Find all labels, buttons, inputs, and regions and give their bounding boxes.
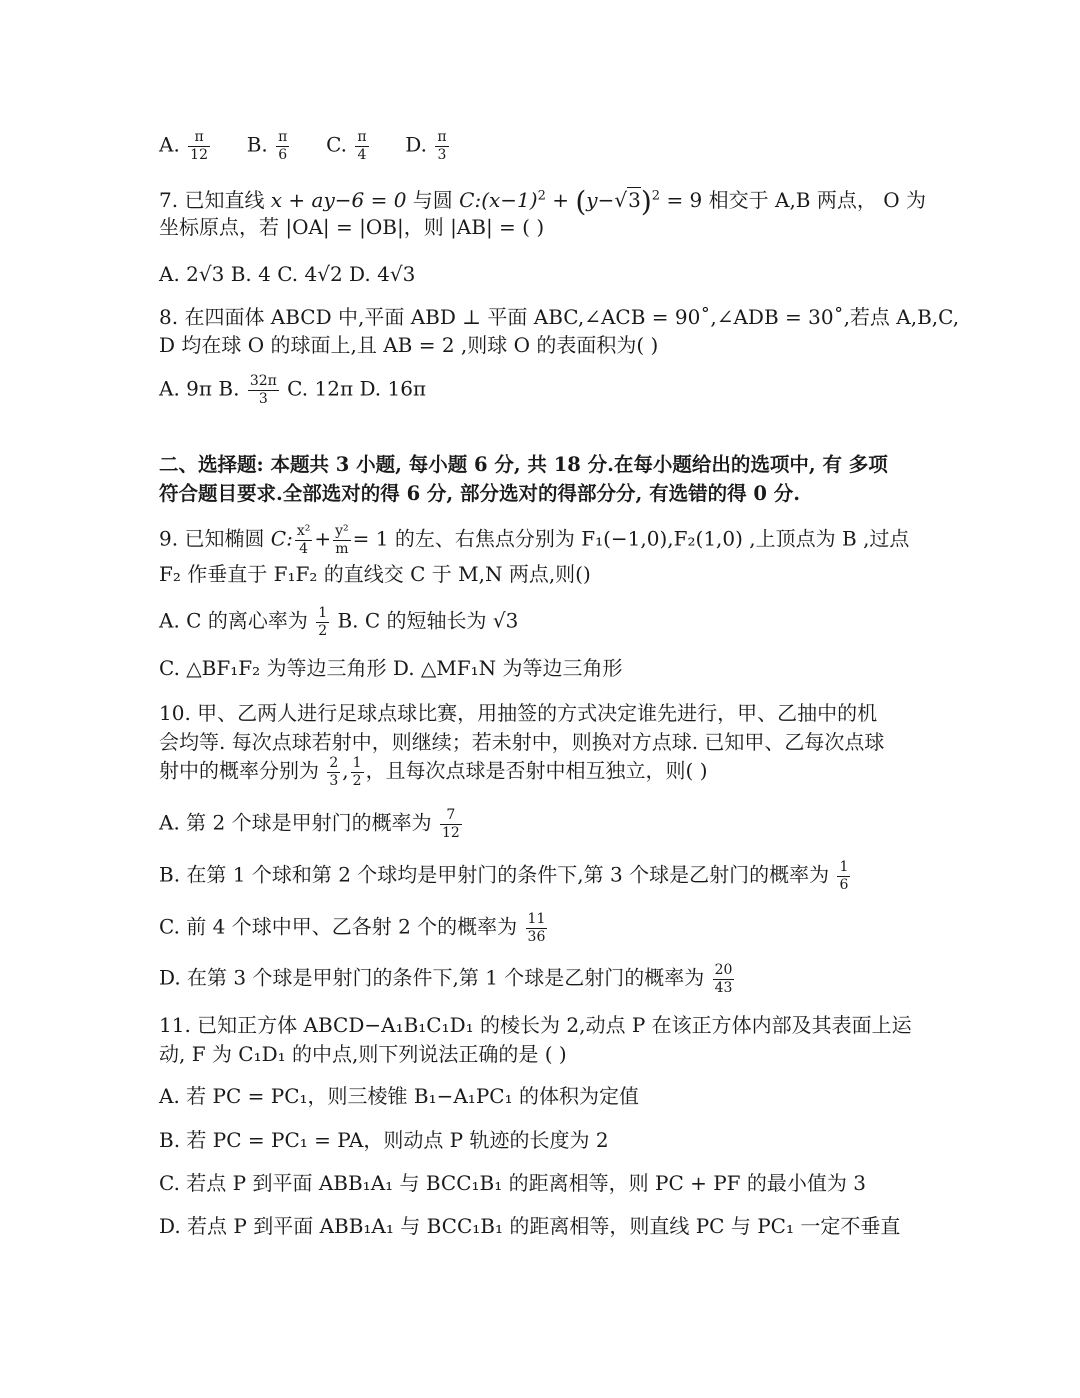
q10-line-1: 10. 甲、乙两人进行足球点球比赛，用抽签的方式决定谁先进行，甲、乙抽中的机 xyxy=(159,701,878,725)
q6-option-d-label: D. xyxy=(405,132,434,157)
numerator: 1 xyxy=(839,859,849,875)
q10-prob-yi xyxy=(351,756,364,788)
q6-option-b-label: B. xyxy=(246,132,275,157)
denominator: 3 xyxy=(437,146,447,163)
numerator: x² xyxy=(296,523,311,539)
q9-x-fraction xyxy=(295,524,313,556)
numerator: 7 xyxy=(440,808,462,825)
q6-option-c-fraction xyxy=(355,130,368,162)
q10-option-d xyxy=(159,963,736,995)
denominator: 4 xyxy=(357,146,367,163)
q9-stem-end: = 1 的左、右焦点分别为 F₁(−1,0),F₂(1,0) ,上顶点为 B ,过点 xyxy=(352,526,910,551)
numerator: π xyxy=(188,130,210,147)
q7-options: A. 2√3 B. 4 C. 4√2 D. 4√3 xyxy=(159,262,416,286)
q6-option-d-fraction xyxy=(435,130,448,162)
numerator: 2 xyxy=(329,755,339,771)
comma: , xyxy=(342,758,349,783)
q8-options xyxy=(159,374,426,406)
denominator: 2 xyxy=(352,772,362,789)
q7-circle-y: y xyxy=(586,188,598,212)
left-paren: ( xyxy=(575,185,587,218)
denominator: 4 xyxy=(299,540,309,557)
q10-option-d-fraction xyxy=(713,963,735,995)
q10-option-b-fraction xyxy=(837,860,850,892)
q6-option-a-label: A. xyxy=(159,132,187,157)
q8-option-b-fraction xyxy=(248,374,279,406)
q10-stem-end: ，且每次点球是否射中相互独立，则( ) xyxy=(365,758,708,783)
numerator: π xyxy=(278,129,288,145)
q10-option-b-text: B. 在第 1 个球和第 2 个球均是甲射门的条件下,第 3 个球是乙射门的概率为 xyxy=(159,862,836,887)
q8-line-1: 8. 在四面体 ABCD 中,平面 ABD ⊥ 平面 ABC,∠ACB = 90˚,∠ADB = 30˚,若点 A,B,C, xyxy=(159,305,960,329)
q6-option-b-fraction xyxy=(276,130,289,162)
q7-stem-start: 7. 已知直线 xyxy=(159,188,271,212)
q11-option-c: C. 若点 P 到平面 ABB₁A₁ 与 BCC₁B₁ 的距离相等，则 PC + PF 的最小值为 3 xyxy=(159,1171,866,1195)
plus-sign: + xyxy=(314,526,332,551)
section-2-heading-line-1: 二、选择题: 本题共 3 小题, 每小题 6 分, 共 18 分.在每小题给出的选项中, 有 多项 xyxy=(159,453,888,476)
numerator: y² xyxy=(335,523,349,539)
q11-line-1: 11. 已知正方体 ABCD−A₁B₁C₁D₁ 的棱长为 2,动点 P 在该正方体内部及其表面上运 xyxy=(159,1013,912,1037)
q10-option-a-fraction xyxy=(440,808,462,840)
q7-stem-mid: 与圆 xyxy=(406,188,460,212)
q9-option-b: B. C 的短轴长为 √3 xyxy=(331,608,519,633)
sqrt-3: 3 xyxy=(628,188,641,212)
q9-ellipse-name: C: xyxy=(270,526,293,551)
q8-option-b-label: B. xyxy=(218,376,246,401)
q9-stem-start: 9. 已知椭圆 xyxy=(159,526,271,551)
right-paren: ) xyxy=(640,185,652,218)
q10-option-c-fraction xyxy=(526,912,548,944)
section-2-heading-line-2: 符合题目要求.全部选对的得 6 分, 部分选对的得部分分, 有选错的得 0 分. xyxy=(159,482,801,505)
q7-line-equation: x + ay−6 = 0 xyxy=(270,188,407,212)
numerator: 1 xyxy=(318,605,328,621)
numerator: π xyxy=(357,129,367,145)
q7-circle-plus: + xyxy=(545,188,576,212)
numerator: 32π xyxy=(249,373,277,389)
q10-line-3 xyxy=(159,756,708,788)
q8-option-a: A. 9π xyxy=(159,376,219,401)
q7-line-2: 坐标原点，若 |OA| = |OB|，则 |AB| = ( ) xyxy=(159,215,545,239)
q10-stem-start: 射中的概率分别为 xyxy=(159,758,326,783)
q11-line-2: 动, F 为 C₁D₁ 的中点,则下列说法正确的是 ( ) xyxy=(159,1042,567,1066)
q9-option-a: A. C 的离心率为 xyxy=(159,608,315,633)
denominator: 12 xyxy=(441,824,460,841)
q9-options-c-d: C. △BF₁F₂ 为等边三角形 D. △MF₁N 为等边三角形 xyxy=(159,656,623,680)
numerator: 1 xyxy=(352,755,362,771)
q9-options-a-b xyxy=(159,606,518,638)
denominator: 3 xyxy=(329,772,339,789)
denominator: m xyxy=(335,540,349,557)
square-exponent: 2 xyxy=(537,188,546,204)
q10-option-c-text: C. 前 4 个球中甲、乙各射 2 个的概率为 xyxy=(159,914,524,939)
q6-option-c-label: C. xyxy=(326,132,354,157)
denominator: 3 xyxy=(258,390,268,407)
square-exponent: 2 xyxy=(651,188,661,204)
q9-line-2: F₂ 作垂直于 F₁F₂ 的直线交 C 于 M,N 两点,则() xyxy=(159,562,591,586)
q9-line-1 xyxy=(159,524,909,556)
q9-option-a-fraction xyxy=(316,606,329,638)
q6-options xyxy=(159,130,451,162)
q10-option-c xyxy=(159,912,549,944)
q10-option-b xyxy=(159,860,852,892)
q11-option-a: A. 若 PC = PC₁，则三棱锥 B₁−A₁PC₁ 的体积为定值 xyxy=(159,1084,639,1108)
q10-line-2: 会均等. 每次点球若射中，则继续；若未射中，则换对方点球. 已知甲、乙每次点球 xyxy=(159,730,885,754)
q10-option-a-text: A. 第 2 个球是甲射门的概率为 xyxy=(159,810,438,835)
q7-stem-end: 相交于 A,B 两点， O 为 xyxy=(702,188,926,212)
q10-option-d-text: D. 在第 3 个球是甲射门的条件下,第 1 个球是乙射门的概率为 xyxy=(159,965,711,990)
numerator: 11 xyxy=(527,911,546,927)
denominator: 6 xyxy=(839,876,849,893)
q6-option-a-fraction xyxy=(188,130,210,162)
q9-y-fraction xyxy=(333,524,351,556)
q10-prob-jia xyxy=(327,756,340,788)
denominator: 43 xyxy=(714,979,733,996)
denominator: 12 xyxy=(190,146,208,163)
q7-line-1: 7. 已知直线 x + ay−6 = 0 与圆 $C:(x-1)^2 + (y-√3)^2 = 9$ 相交于 A,B 两点， O 为 xyxy=(159,185,926,218)
numerator: π xyxy=(437,129,447,145)
numerator: 20 xyxy=(714,962,733,978)
q8-options-c-d: C. 12π D. 16π xyxy=(280,376,427,401)
q7-circle-rhs: = 9 xyxy=(666,188,703,212)
q8-line-2: D 均在球 O 的球面上,且 AB = 2 ,则球 O 的表面积为( ) xyxy=(159,333,659,357)
q10-option-a xyxy=(159,808,464,840)
denominator: 2 xyxy=(318,622,328,639)
q7-circle-part-1: C:(x−1) xyxy=(459,188,538,212)
denominator: 6 xyxy=(278,146,288,163)
q11-option-b: B. 若 PC = PC₁ = PA，则动点 P 轨迹的长度为 2 xyxy=(159,1128,609,1152)
q11-option-d: D. 若点 P 到平面 ABB₁A₁ 与 BCC₁B₁ 的距离相等，则直线 PC 与 PC₁ 一定不垂直 xyxy=(159,1214,901,1238)
denominator: 36 xyxy=(527,928,546,945)
